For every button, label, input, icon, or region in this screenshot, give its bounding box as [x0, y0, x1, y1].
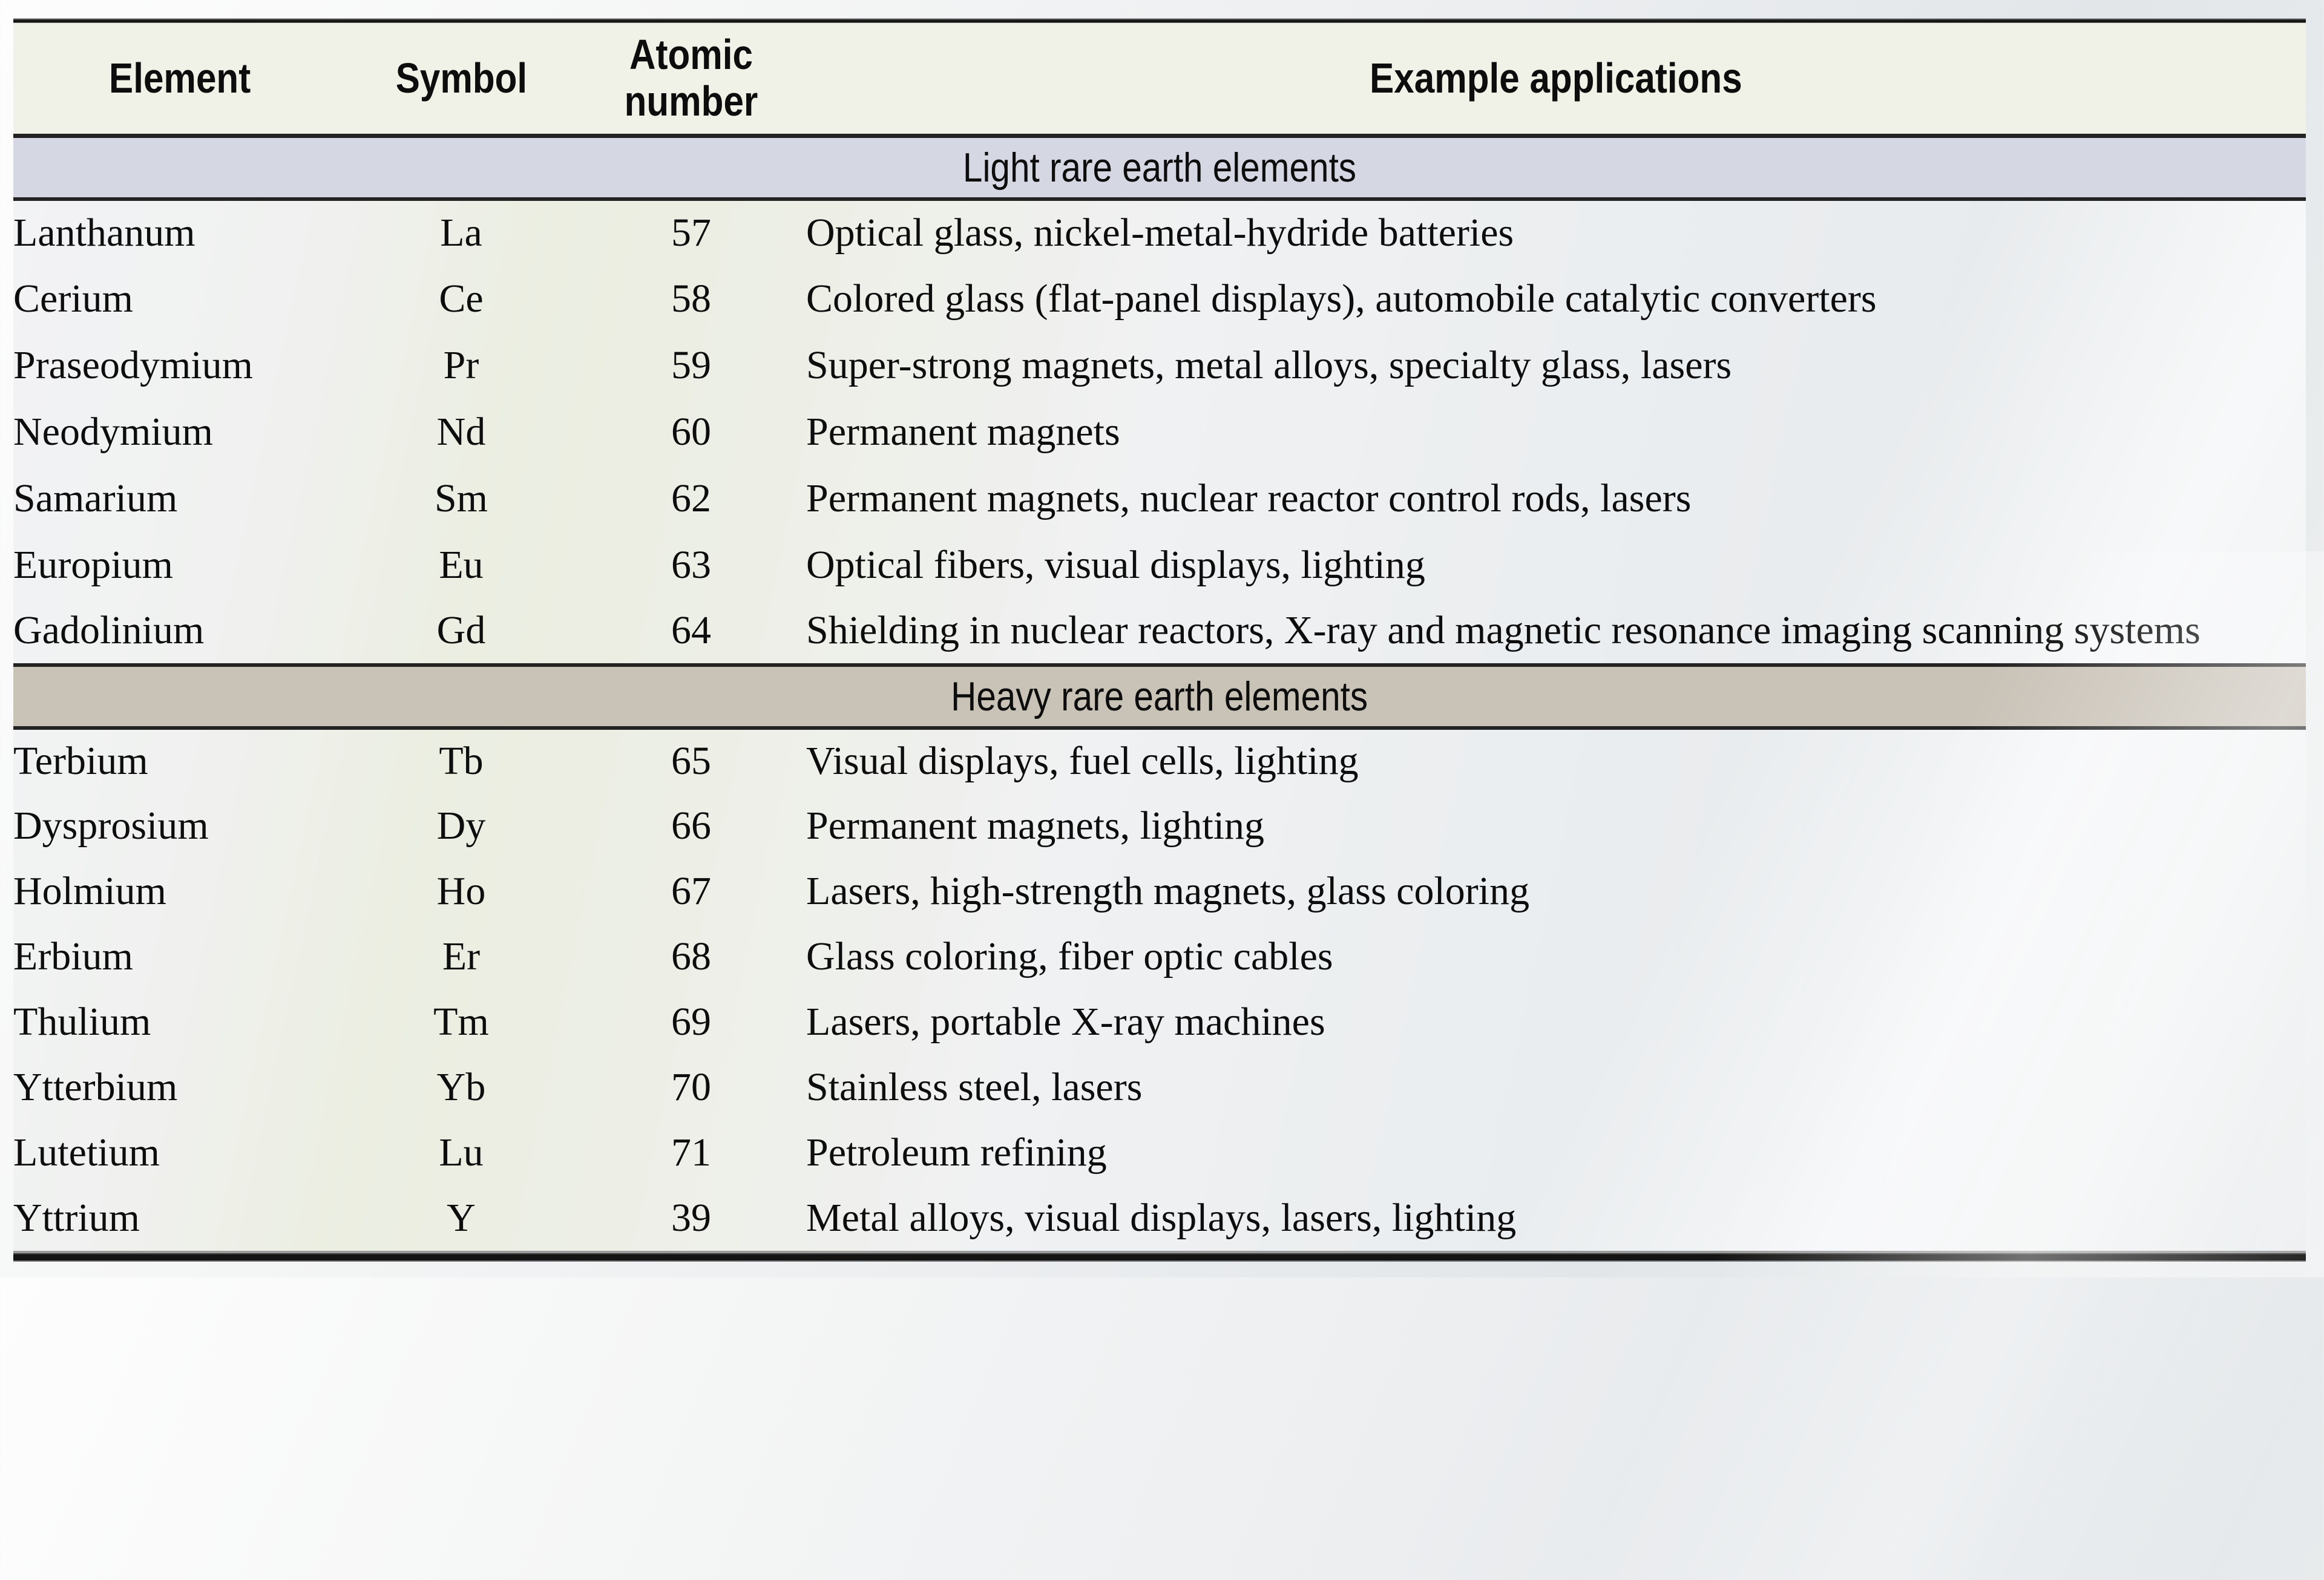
element-atomic-number: 59	[671, 343, 711, 387]
element-symbol: Ho	[436, 868, 486, 913]
table-row-erbium	[13, 924, 2306, 989]
element-applications: Metal alloys, visual displays, lasers, lighting	[806, 1195, 1517, 1240]
section-header-heavy	[13, 665, 2306, 728]
table-row-neodymium	[13, 399, 2306, 465]
element-atomic-number: 58	[671, 276, 711, 321]
section-header-light	[13, 136, 2306, 199]
element-symbol: Y	[447, 1195, 476, 1240]
element-symbol: Tb	[439, 739, 484, 783]
element-name: Terbium	[13, 739, 148, 783]
table-row-terbium	[13, 728, 2306, 793]
element-atomic-number: 69	[671, 999, 711, 1044]
element-symbol: Tm	[433, 999, 489, 1044]
table-row-europium	[13, 532, 2306, 598]
element-symbol: Gd	[436, 608, 486, 652]
element-symbol: Ce	[439, 276, 484, 321]
column-header-example-applications: Example applications	[806, 23, 2306, 136]
element-applications: Petroleum refining	[806, 1130, 1107, 1175]
table-header	[13, 23, 2306, 136]
element-applications: Glass coloring, fiber optic cables	[806, 934, 1333, 978]
rare-earth-elements-table-figure	[13, 18, 2306, 1262]
element-name: Lanthanum	[13, 211, 195, 255]
rare-earth-elements-table	[13, 23, 2306, 1251]
table-row-holmium	[13, 859, 2306, 924]
element-name: Samarium	[13, 476, 178, 520]
element-name: Cerium	[13, 276, 133, 321]
element-applications: Optical glass, nickel-metal-hydride batteries	[806, 211, 1514, 255]
element-symbol: Sm	[434, 476, 488, 520]
element-name: Yttrium	[13, 1195, 140, 1240]
table-row-samarium	[13, 465, 2306, 532]
element-name: Europium	[13, 542, 173, 587]
element-name: Thulium	[13, 999, 151, 1044]
element-atomic-number: 68	[671, 934, 711, 978]
element-atomic-number: 70	[671, 1064, 711, 1109]
element-symbol: Pr	[443, 343, 479, 387]
table-row-gadolinium	[13, 598, 2306, 665]
element-applications: Visual displays, fuel cells, lighting	[806, 739, 1359, 783]
table-row-ytterbium	[13, 1055, 2306, 1120]
element-name: Gadolinium	[13, 608, 205, 652]
element-name: Holmium	[13, 868, 167, 913]
table-row-cerium	[13, 266, 2306, 332]
element-atomic-number: 63	[671, 542, 711, 587]
element-applications: Permanent magnets, nuclear reactor control rods, lasers	[806, 476, 1692, 520]
table-row-lanthanum	[13, 199, 2306, 266]
element-atomic-number: 60	[671, 409, 711, 454]
element-applications: Super-strong magnets, metal alloys, specialty glass, lasers	[806, 343, 1732, 387]
element-applications: Lasers, high-strength magnets, glass coloring	[806, 868, 1530, 913]
element-name: Ytterbium	[13, 1064, 178, 1109]
table-row-dysprosium	[13, 793, 2306, 859]
header-row	[13, 23, 2306, 136]
table-row-lutetium	[13, 1120, 2306, 1185]
element-symbol: La	[440, 211, 482, 255]
element-atomic-number: 57	[671, 211, 711, 255]
table-row-yttrium	[13, 1185, 2306, 1251]
column-header-element: Element	[13, 23, 346, 136]
element-atomic-number: 64	[671, 608, 711, 652]
element-atomic-number: 65	[671, 739, 711, 783]
element-name: Lutetium	[13, 1130, 160, 1175]
element-atomic-number: 39	[671, 1195, 711, 1240]
element-name: Neodymium	[13, 409, 213, 454]
element-applications: Stainless steel, lasers	[806, 1064, 1143, 1109]
element-symbol: Er	[442, 934, 481, 978]
element-symbol: Yb	[436, 1064, 486, 1109]
element-name: Dysprosium	[13, 803, 209, 848]
element-applications: Permanent magnets, lighting	[806, 803, 1265, 848]
element-applications: Permanent magnets	[806, 409, 1120, 454]
element-name: Praseodymium	[13, 343, 253, 387]
element-atomic-number: 67	[671, 868, 711, 913]
element-symbol: Nd	[436, 409, 486, 454]
section-label-heavy: Heavy rare earth elements	[951, 673, 1368, 720]
table-row-thulium	[13, 989, 2306, 1055]
element-symbol: Lu	[439, 1130, 484, 1175]
element-applications: Shielding in nuclear reactors, X-ray and magnetic resonance imaging scanning systems	[806, 608, 2201, 652]
element-applications: Optical fibers, visual displays, lighting	[806, 542, 1425, 587]
section-label-light: Light rare earth elements	[962, 144, 1357, 191]
element-applications: Lasers, portable X-ray machines	[806, 999, 1325, 1044]
column-header-symbol: Symbol	[346, 23, 576, 136]
element-applications: Colored glass (flat-panel displays), automobile catalytic converters	[806, 276, 1877, 321]
element-symbol: Eu	[439, 542, 484, 587]
element-atomic-number: 66	[671, 803, 711, 848]
element-name: Erbium	[13, 934, 133, 978]
table-body	[13, 136, 2306, 1251]
element-atomic-number: 62	[671, 476, 711, 520]
element-atomic-number: 71	[671, 1130, 711, 1175]
column-header-atomic-number: Atomic number	[576, 23, 806, 136]
element-symbol: Dy	[436, 803, 486, 848]
table-row-praseodymium	[13, 332, 2306, 399]
table-bottom-rule	[13, 1251, 2306, 1262]
table-top-rule	[13, 18, 2306, 23]
